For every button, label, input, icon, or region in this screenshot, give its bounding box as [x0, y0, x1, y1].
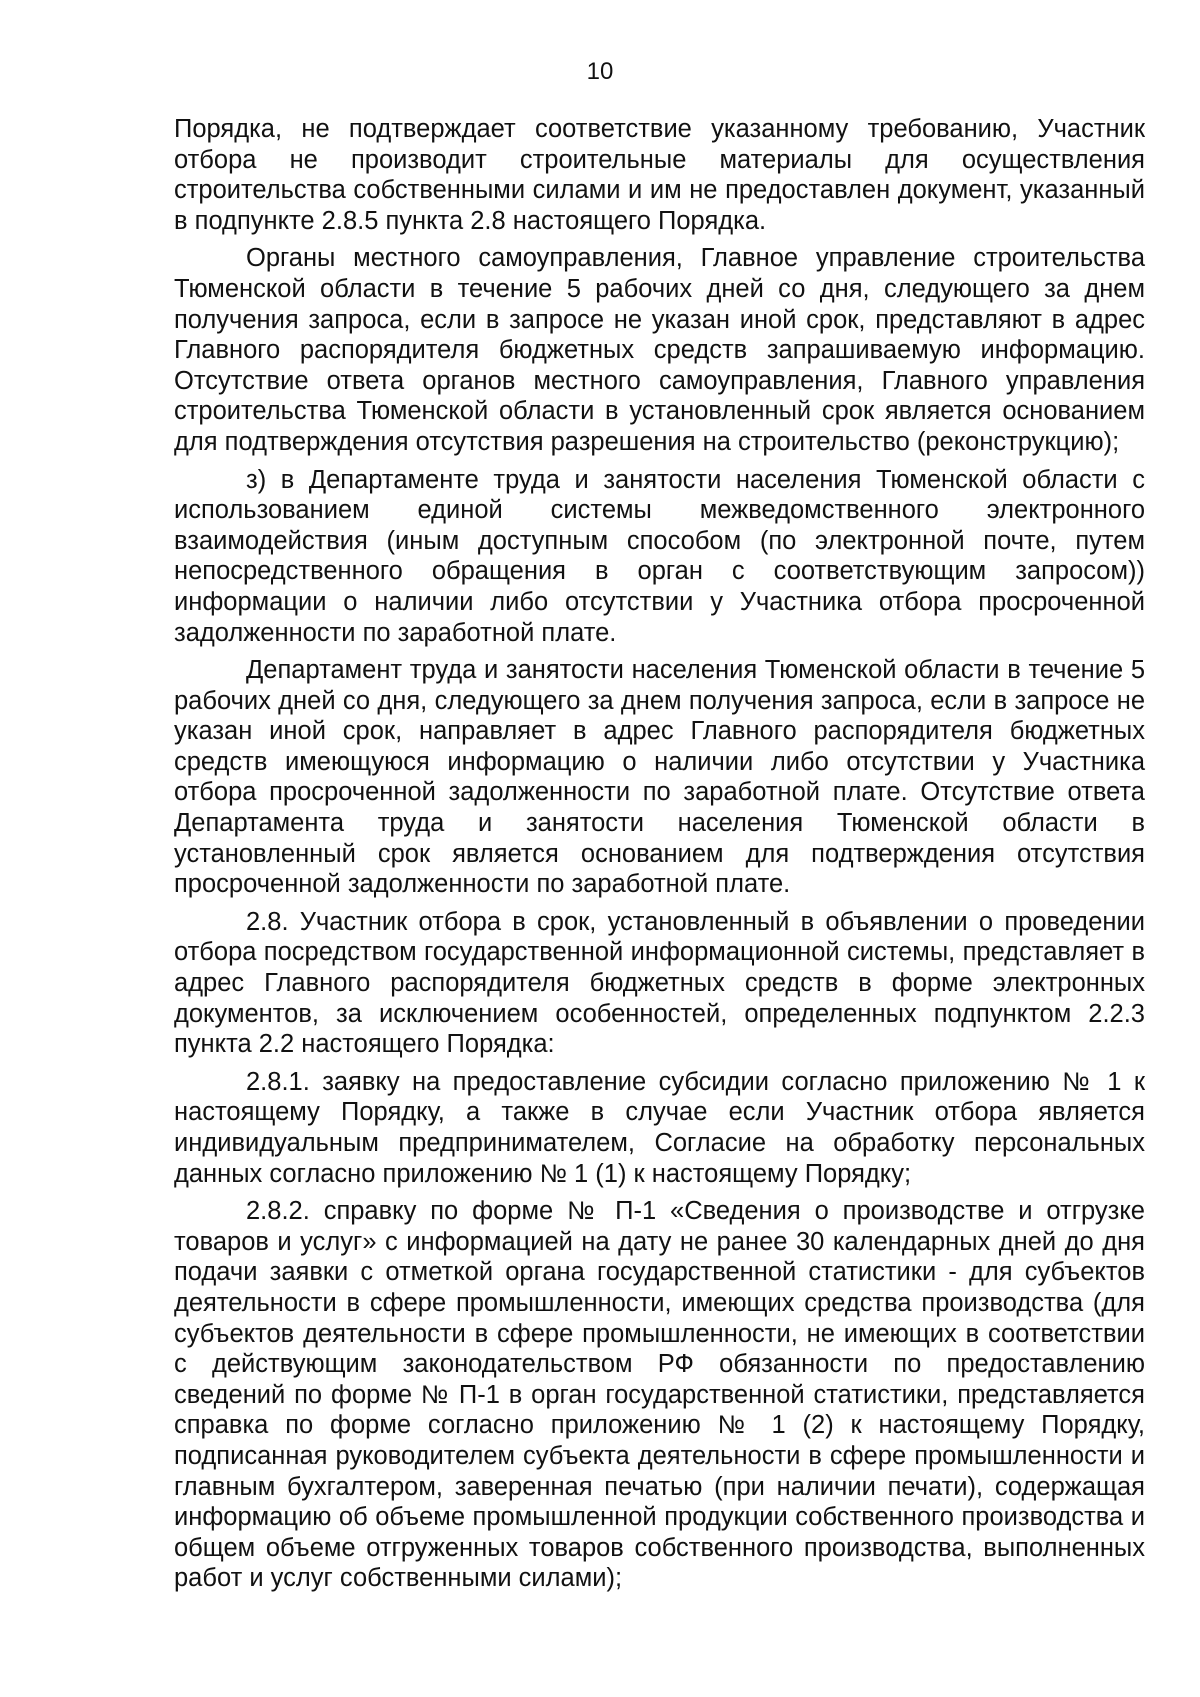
paragraph-item-z: з) в Департаменте труда и занятости населения Тюменской области с использованием единой системы межведомственного электронного взаимодействия (иным доступным способом (по электронной почте, путем непосредственного обращения в орган с соответствующим запросом)) информации о наличии либо отсутствии у Участника отбора просроченной задолженности по заработной плате. — [174, 465, 1145, 647]
paragraph-continuation: Порядка, не подтверждает соответствие указанному требованию, Участник отбора не производит строительные материалы для осуществления строительства собственными силами и им не предоставлен документ, указанный в подпункте 2.8.5 пункта 2.8 настоящего Порядка. — [174, 115, 1145, 235]
paragraph-section-2-8-2: 2.8.2. справку по форме № П-1 «Сведения о производстве и отгрузке товаров и услуг» с информацией на дату не ранее 30 календарных дней до дня подачи заявки с отметкой органа государственной статистики - для субъектов деятельности в сфере промышленности, имеющих средства производства (для субъектов деятельности в сфере промышленности, не имеющих в соответствии с действующим законодательством РФ обязанности по предоставлению сведений по форме № П-1 в орган государственной статистики, представляется справка по форме согласно приложению № 1 (2) к настоящему Порядку, подписанная руководителем субъекта деятельности в сфере промышленности и главным бухгалтером, заверенная печатью (при наличии печати), содержащая информацию об объеме промышленной продукции собственного производства и общем объеме отгруженных товаров собственного производства, выполненных работ и услуг собственными силами); — [174, 1197, 1145, 1593]
page-number: 10 — [586, 58, 614, 85]
paragraph-section-2-8-1: 2.8.1. заявку на предоставление субсидии согласно приложению № 1 к настоящему Порядку, а также в случае если Участник отбора является индивидуальным предпринимателем, Согласие на обработку персональных данных согласно приложению № 1 (1) к настоящему Порядку; — [174, 1067, 1145, 1188]
paragraph-section-2-8: 2.8. Участник отбора в срок, установленный в объявлении о проведении отбора посредством государственной информационной системы, представляет в адрес Главного распорядителя бюджетных средств в форме электронных документов, за исключением особенностей, определенных подпунктом 2.2.3 пункта 2.2 настоящего Порядка: — [174, 907, 1145, 1059]
document-body — [174, 114, 1145, 1601]
paragraph-labor-department: Департамент труда и занятости населения Тюменской области в течение 5 рабочих дней со дня, следующего за днем получения запроса, если в запросе не указан иной срок, направляет в адрес Главного распорядителя бюджетных средств имеющуюся информацию о наличии либо отсутствии у Участника отбора просроченной задолженности по заработной плате. Отсутствие ответа Департамента труда и занятости населения Тюменской области в установленный срок является основанием для подтверждения отсутствия просроченной задолженности по заработной плате. — [174, 656, 1145, 899]
paragraph-local-authorities: Органы местного самоуправления, Главное управление строительства Тюменской области в течение 5 рабочих дней со дня, следующего за днем получения запроса, если в запросе не указан иной срок, представляют в адрес Главного распорядителя бюджетных средств запрашиваемую информацию. Отсутствие ответа органов местного самоуправления, Главного управления строительства Тюменской области в установленный срок является основанием для подтверждения отсутствия разрешения на строительство (реконструкцию); — [174, 244, 1145, 456]
